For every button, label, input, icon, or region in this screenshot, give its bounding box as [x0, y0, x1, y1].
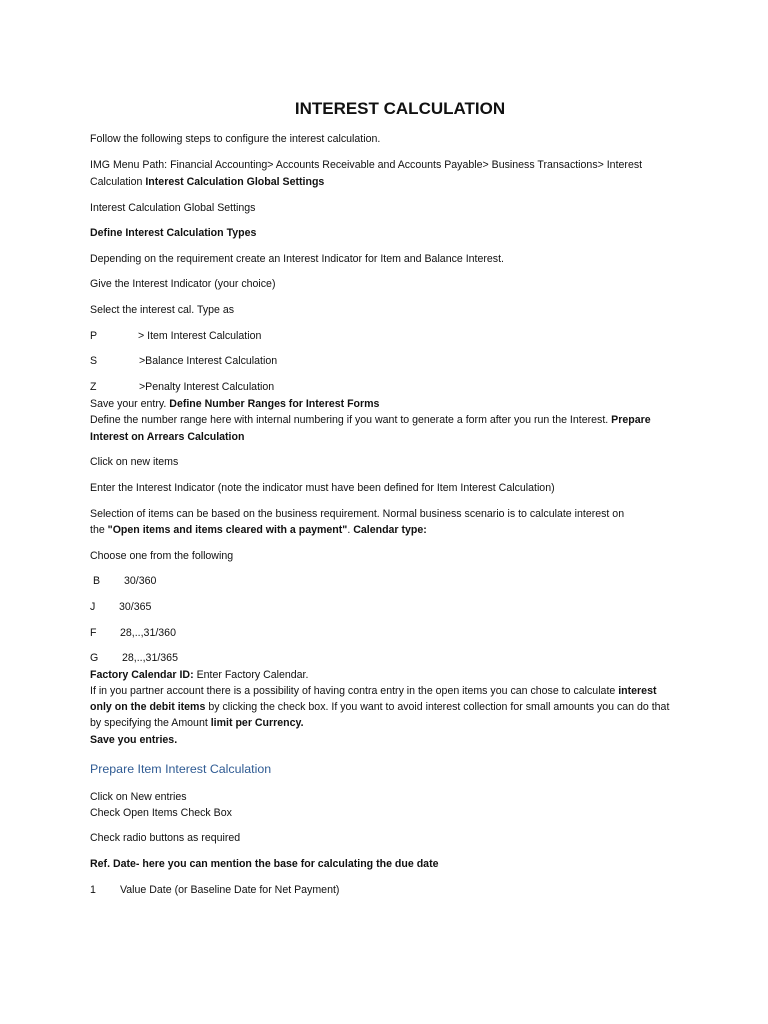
partner-text: by clicking the check box. If you want to avoid interest collection for small amounts you can do that — [205, 701, 670, 713]
save-entry-text: Save your entry. — [90, 398, 170, 410]
ref-item-code: 1 — [90, 884, 96, 896]
img-path-bold: Interest Calculation Global Settings — [145, 176, 325, 188]
factory-calendar-line — [90, 667, 308, 683]
save-entries-line — [90, 732, 177, 748]
calendar-row-j — [90, 599, 151, 615]
check-radio-text: Check radio buttons as required — [90, 832, 241, 844]
type-desc: >Penalty Interest Calculation — [139, 381, 275, 393]
type-desc: >Balance Interest Calculation — [139, 355, 278, 367]
arrears-heading: Interest on Arrears Calculation — [90, 431, 245, 443]
calendar-code: J — [90, 601, 96, 613]
calendar-type-label: Calendar type: — [353, 524, 427, 536]
calendar-desc: 28,..,31/365 — [122, 652, 178, 664]
ref-item-1 — [90, 882, 339, 898]
img-path-text: Calculation — [90, 176, 146, 188]
partner-text: by specifying the Amount — [90, 717, 211, 729]
page-title: INTEREST CALCULATION — [294, 99, 506, 118]
define-types-label: Define Interest Calculation Types — [90, 227, 257, 239]
selection-the: the — [90, 524, 108, 536]
partner-line-1 — [90, 683, 657, 699]
partner-text: If in you partner account there is a possibility of having contra entry in the open items you can chose to calculate — [90, 685, 619, 697]
calendar-row-f — [90, 625, 176, 641]
intro-text: Follow the following steps to configure the interest calculation. — [90, 133, 381, 145]
debit-items-bold: only on the debit items — [90, 701, 206, 713]
global-settings-text: Interest Calculation Global Settings — [90, 202, 256, 214]
number-range-line — [90, 412, 651, 428]
prepare-item-interest-heading: Prepare Item Interest Calculation — [90, 762, 272, 776]
ref-date-line — [90, 856, 439, 872]
check-open-items-text: Check Open Items Check Box — [90, 807, 232, 819]
select-type-text: Select the interest cal. Type as — [90, 304, 235, 316]
depending-text: Depending on the requirement create an Interest Indicator for Item and Balance Interest. — [90, 253, 504, 265]
arrears-line — [90, 429, 244, 445]
type-row-s — [90, 353, 277, 369]
give-indicator-text: Give the Interest Indicator (your choice) — [90, 278, 276, 290]
type-row-z — [90, 379, 274, 395]
calendar-desc: 28,..,31/360 — [120, 627, 176, 639]
factory-calendar-label: Factory Calendar ID: — [90, 669, 194, 681]
selection-line-1: Selection of items can be based on the business requirement. Normal business scenario is to calculate interest on — [90, 508, 625, 520]
calendar-row-b — [93, 573, 156, 589]
save-entries-bold: Save you entries. — [90, 734, 178, 746]
calendar-desc: 30/360 — [124, 575, 157, 587]
ref-date-bold: Ref. Date- here you can mention the base for calculating the due date — [90, 858, 439, 870]
limit-per-currency-bold: limit per Currency. — [210, 717, 304, 729]
calendar-code: G — [90, 652, 99, 664]
prepare-bold: Prepare — [611, 414, 651, 426]
define-types-heading — [90, 225, 256, 241]
calendar-desc: 30/365 — [119, 601, 152, 613]
click-new-entries-text: Click on New entries — [90, 791, 187, 803]
click-new-items-text: Click on new items — [90, 456, 179, 468]
type-code: P — [90, 330, 98, 342]
save-entry-line — [90, 396, 379, 412]
img-path-line-1: IMG Menu Path: Financial Accounting> Accounts Receivable and Accounts Payable> Business Transactions> Interest — [90, 159, 643, 171]
number-range-text: Define the number range here with internal numbering if you want to generate a form after you run the Interest. — [90, 414, 612, 426]
open-items-bold: "Open items and items cleared with a payment" — [107, 524, 348, 536]
calendar-code: F — [90, 627, 97, 639]
selection-line-2 — [90, 522, 427, 538]
type-desc: > Item Interest Calculation — [138, 330, 262, 342]
type-row-p — [90, 328, 261, 344]
type-code: S — [90, 355, 98, 367]
enter-indicator-text: Enter the Interest Indicator (note the indicator must have been defined for Item Interest Calculation) — [90, 482, 555, 494]
calendar-row-g — [90, 650, 178, 666]
partner-line-2 — [90, 699, 669, 715]
choose-one-text: Choose one from the following — [90, 550, 234, 562]
calendar-code: B — [93, 575, 101, 587]
type-code: Z — [90, 381, 97, 393]
interest-bold: interest — [618, 685, 657, 697]
number-ranges-heading: Define Number Ranges for Interest Forms — [169, 398, 380, 410]
ref-item-desc: Value Date (or Baseline Date for Net Payment) — [120, 884, 340, 896]
selection-period: . — [347, 524, 354, 536]
factory-calendar-text: Enter Factory Calendar. — [193, 669, 309, 681]
img-path-line-2 — [90, 174, 324, 190]
partner-line-3 — [90, 715, 304, 731]
